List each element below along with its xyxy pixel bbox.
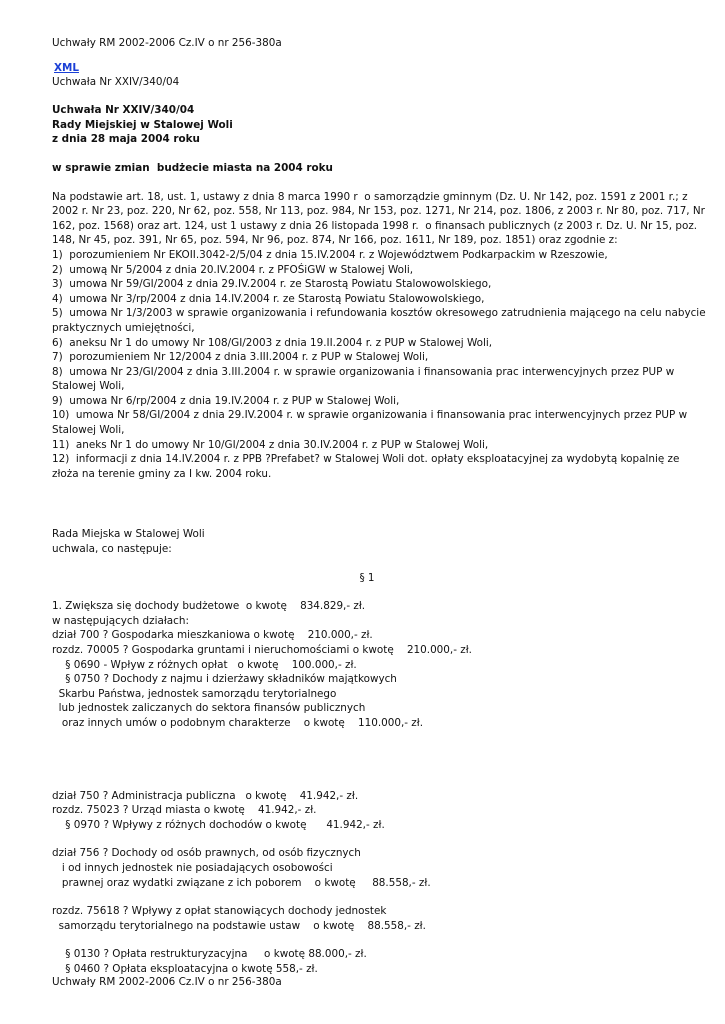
text-line: 162, poz. 1568) oraz art. 124, ust 1 ustawy z dnia 26 listopada 1998 r. o finansach publicznych (z 2003 r. Dz. U. Nr 15, poz. — [52, 219, 698, 232]
title-block — [52, 103, 682, 147]
text-line: prawnej oraz wydatki związane z ich poborem o kwotę 88.558,- zł. — [52, 876, 431, 889]
text-line: Rada Miejska w Stalowej Woli — [52, 528, 205, 541]
text-line: 9) umowa Nr 6/rp/2004 z dnia 19.IV.2004 r. z PUP w Stalowej Woli, — [52, 394, 400, 407]
text-line: złoża na terenie gminy za I kw. 2004 roku. — [52, 467, 272, 480]
xml-link[interactable]: XML — [54, 61, 79, 74]
text-line: 10) umowa Nr 58/GI/2004 z dnia 29.IV.2004 r. w sprawie organizowania i finansowania prac interwencyjnych przez PUP w — [52, 409, 688, 422]
text-line: § 0690 - Wpływ z różnych opłat o kwotę 100.000,- zł. — [52, 658, 357, 671]
paragraphs-block — [52, 947, 682, 976]
text-line: dział 700 ? Gospodarka mieszkaniowa o kwotę 210.000,- zł. — [52, 629, 373, 642]
title-line: Uchwała Nr XXIV/340/04 — [52, 104, 195, 117]
text-line: Skarbu Państwa, jednostek samorządu terytorialnego — [52, 687, 337, 700]
text-line: uchwala, co następuje: — [52, 543, 172, 556]
text-line: 12) informacji z dnia 14.IV.2004 r. z PPB ?Prefabet? w Stalowej Woli dot. opłaty eksploatacyjnej za wydobytą kopalnię ze — [52, 453, 680, 466]
document-page — [52, 36, 706, 977]
income-block — [52, 599, 682, 730]
text-line: 6) aneksu Nr 1 do umowy Nr 108/GI/2003 z dnia 19.II.2004 r. z PUP w Stalowej Woli, — [52, 336, 493, 349]
text-line: 1) porozumieniem Nr EKOII.3042-2/5/04 z dnia 15.IV.2004 r. z Województwem Podkarpackim w Rzeszowie, — [52, 248, 608, 261]
division-750-block — [52, 789, 682, 833]
text-line: samorządu terytorialnego na podstawie ustaw o kwotę 88.558,- zł. — [52, 919, 426, 932]
text-line: dział 756 ? Dochody od osób prawnych, od osób fizycznych — [52, 847, 361, 860]
text-line: 2002 r. Nr 23, poz. 220, Nr 62, poz. 558, Nr 113, poz. 984, Nr 153, poz. 1271, Nr 214, poz. 1806, z 2003 r. Nr 80, poz. 717, Nr — [52, 205, 705, 218]
chapter-75618-block — [52, 904, 682, 933]
text-line: § 0130 ? Opłata restrukturyzacyjna o kwotę 88.000,- zł. — [52, 948, 367, 961]
section-mark: § 1 — [359, 571, 375, 584]
title-line: z dnia 28 maja 2004 roku — [52, 133, 200, 146]
text-line: Stalowej Woli, — [52, 380, 125, 393]
text-line: § 0460 ? Opłata eksploatacyjna o kwotę 558,- zł. — [52, 962, 318, 975]
text-line: praktycznych umiejętności, — [52, 321, 195, 334]
text-line: i od innych jednostek nie posiadających osobowości — [52, 861, 333, 874]
text-line: rozdz. 75023 ? Urząd miasta o kwotę 41.942,- zł. — [52, 804, 317, 817]
text-line: Na podstawie art. 18, ust. 1, ustawy z dnia 8 marca 1990 r o samorządzie gminnym (Dz. U. Nr 142, poz. 1591 z 2001 r.; z — [52, 190, 688, 203]
footer-reference: Uchwały RM 2002-2006 Cz.IV o nr 256-380a — [52, 976, 282, 988]
text-line: 4) umowa Nr 3/rp/2004 z dnia 14.IV.2004 r. ze Starostą Powiatu Stalowowolskiego, — [52, 292, 485, 305]
text-line: rozdz. 70005 ? Gospodarka gruntami i nieruchomościami o kwotę 210.000,- zł. — [52, 644, 472, 656]
header-reference: Uchwały RM 2002-2006 Cz.IV o nr 256-380a — [52, 37, 282, 49]
division-756-block — [52, 846, 682, 890]
text-line: § 0750 ? Dochody z najmu i dzierżawy składników majątkowych — [52, 673, 397, 686]
text-line: w następujących działach: — [52, 614, 189, 627]
text-line: 148, Nr 45, poz. 391, Nr 65, poz. 594, Nr 96, poz. 874, Nr 166, poz. 1611, Nr 189, poz. 1851) oraz zgodnie z: — [52, 234, 618, 247]
resolution-intro — [52, 527, 682, 556]
short-title: Uchwała Nr XXIV/340/04 — [52, 75, 180, 88]
text-line: rozdz. 75618 ? Wpływy z opłat stanowiących dochody jednostek — [52, 905, 387, 918]
text-line: oraz innych umów o podobnym charakterze o kwotę 110.000,- zł. — [52, 716, 424, 729]
text-line: 11) aneks Nr 1 do umowy Nr 10/GI/2004 z dnia 30.IV.2004 r. z PUP w Stalowej Woli, — [52, 438, 489, 451]
text-line: Stalowej Woli, — [52, 424, 125, 437]
text-line: 1. Zwiększa się dochody budżetowe o kwotę 834.829,- zł. — [52, 600, 366, 613]
legal-basis — [52, 190, 706, 482]
text-line: 8) umowa Nr 23/GI/2004 z dnia 3.III.2004 r. w sprawie organizowania i finansowania prac interwencyjnych przez PUP w — [52, 365, 675, 378]
text-line: 5) umowa Nr 1/3/2003 w sprawie organizowania i refundowania kosztów okresowego zatrudnienia mającego na celu nabycie — [52, 307, 706, 320]
text-line: § 0970 ? Wpływy z różnych dochodów o kwotę 41.942,- zł. — [52, 818, 385, 831]
text-line: 3) umowa Nr 59/GI/2004 z dnia 29.IV.2004 r. ze Starostą Powiatu Stalowowolskiego, — [52, 278, 492, 291]
text-line: 2) umową Nr 5/2004 z dnia 20.IV.2004 r. z PFOŚiGW w Stalowej Woli, — [52, 263, 414, 276]
text-line: 7) porozumieniem Nr 12/2004 z dnia 3.III.2004 r. z PUP w Stalowej Woli, — [52, 351, 429, 364]
subject: w sprawie zmian budżecie miasta na 2004 roku — [52, 161, 333, 174]
text-line: dział 750 ? Administracja publiczna o kwotę 41.942,- zł. — [52, 789, 359, 802]
text-line: lub jednostek zaliczanych do sektora finansów publicznych — [52, 702, 366, 715]
title-line: Rady Miejskiej w Stalowej Woli — [52, 118, 233, 131]
